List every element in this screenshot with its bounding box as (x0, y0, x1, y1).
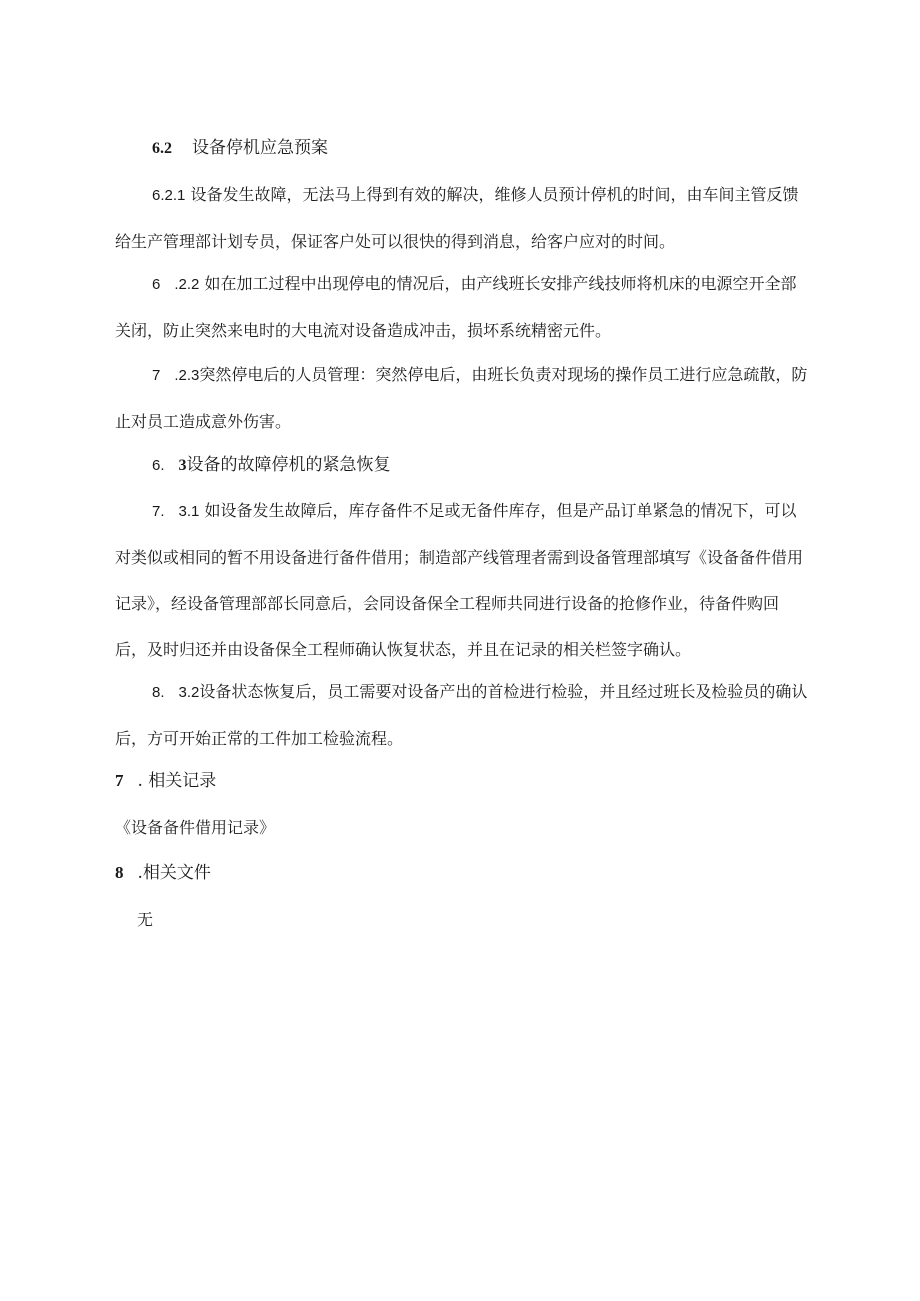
paragraph-6-2-1-number: 6.2.1 (152, 187, 186, 204)
paragraph-6-2-3 (115, 352, 810, 445)
paragraph-6-2-3-number-a: 7 (152, 367, 161, 384)
paragraph-6-2-2-text: 如在加工过程中出现停电的情况后，由产线班长安排产线技师将机床的电源空开全部关闭，防止突然来电时的大电流对设备造成冲击，损坏系统精密元件。 (115, 274, 797, 340)
paragraph-6-3-1-number-a: 7. (152, 503, 165, 520)
paragraph-6-2-1 (115, 172, 810, 265)
section-6-3-title: 设备的故障停机的紧急恢复 (186, 455, 391, 475)
paragraph-6-3-2-number-a: 8. (152, 684, 165, 701)
paragraph-6-2-2-number-a: 6 (152, 276, 161, 293)
section-6-3-number-a: 6. (152, 457, 165, 474)
paragraph-6-2-2 (115, 261, 810, 354)
paragraph-6-3-2-text: 设备状态恢复后，员工需要对设备产出的首检进行检验，并且经过班长及检验员的确认后，方可开始正常的工件加工检验流程。 (115, 682, 808, 748)
section-8-number: 8 (115, 863, 124, 882)
paragraph-6-3-2 (115, 669, 810, 762)
section-7-number: 7 (115, 771, 124, 790)
section-7-title: . 相关记录 (137, 771, 217, 791)
paragraph-6-3-1-text: 如设备发生故障后，库存备件不足或无备件库存，但是产品订单紧急的情况下，可以对类似或相同的暂不用设备进行备件借用；制造部产线管理者需到设备管理部填写《设备备件借用记录》，经设备管理部部长同意后，会同设备保全工程师共同进行设备的抢修作业，待备件购回后，及时归还并由设备保全工程师确认恢复状态，并且在记录的相关栏签字确认。 (115, 501, 804, 659)
paragraph-6-2-3-text: 突然停电后的人员管理：突然停电后，由班长负责对现场的操作员工进行应急疏散，防止对员工造成意外伤害。 (115, 365, 808, 431)
section-6-2-number: 6.2 (152, 140, 172, 157)
section-8-title: .相关文件 (137, 863, 211, 883)
paragraph-6-2-3-number-b: .2.3 (174, 367, 200, 384)
paragraph-6-3-1-number-b: 3.1 (178, 503, 200, 520)
paragraph-6-3-2-number-b: 3.2 (178, 684, 200, 701)
section-6-3-heading (152, 442, 391, 489)
section-7-heading (115, 758, 216, 804)
section-6-3-number-b: 3 (178, 457, 187, 474)
section-6-2-title: 设备停机应急预案 (192, 138, 328, 158)
related-files-none: 无 (137, 910, 154, 929)
section-8-heading (115, 850, 211, 896)
paragraph-6-2-1-text: 设备发生故障，无法马上得到有效的解决，维修人员预计停机的时间，由车间主管反馈给生产管理部计划专员，保证客户处可以很快的得到消息，给客户应对的时间。 (115, 185, 799, 251)
section-6-2-heading (152, 125, 328, 172)
paragraph-6-3-1 (115, 488, 810, 673)
paragraph-6-2-2-number-b: .2.2 (174, 276, 200, 293)
related-record-item: 《设备备件借用记录》 (115, 818, 276, 837)
